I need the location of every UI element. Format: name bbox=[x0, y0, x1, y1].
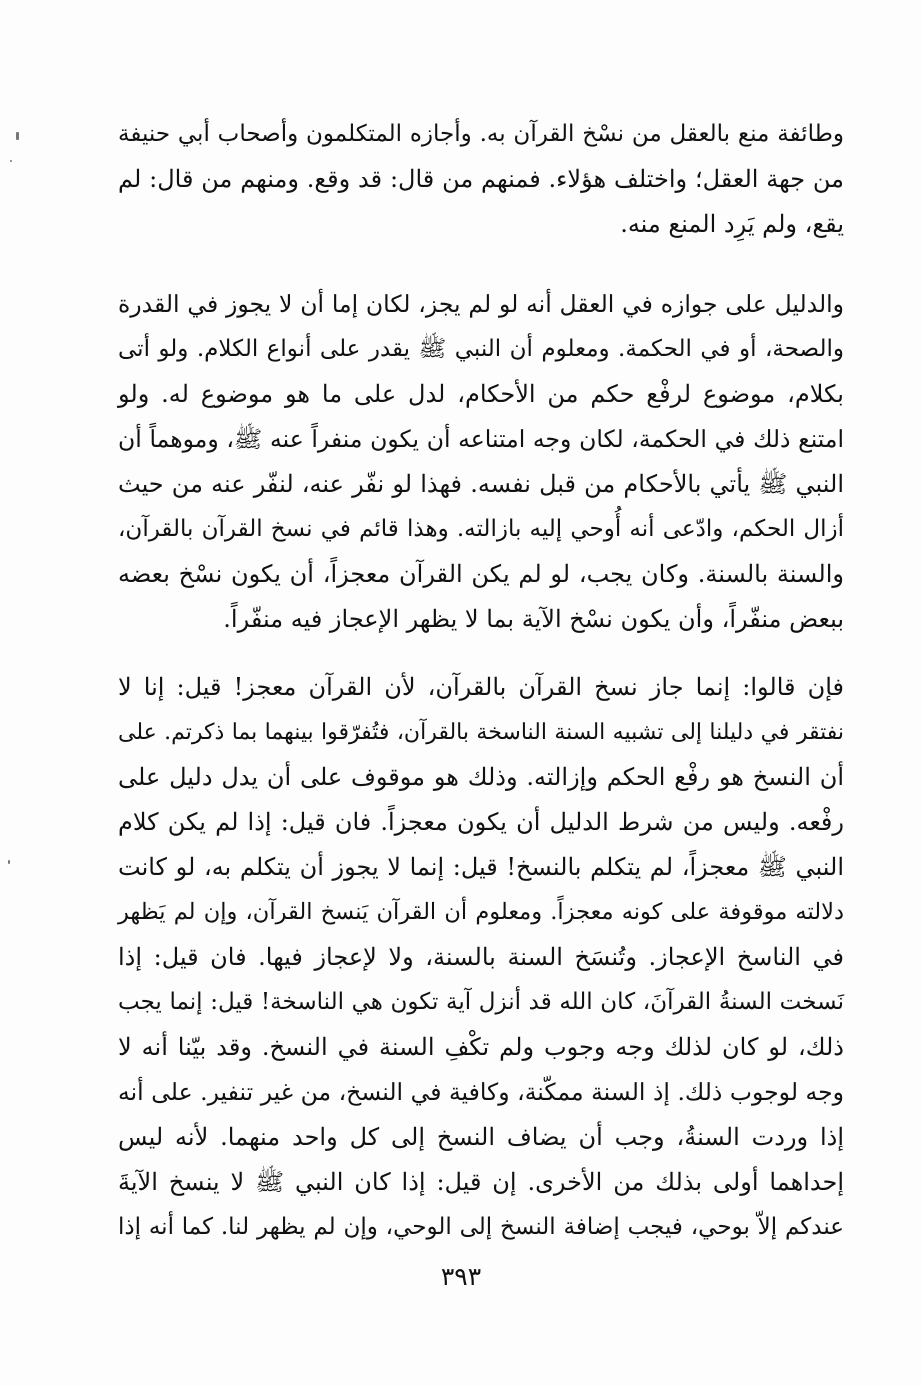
text-line: النبي ﷺ يأتي بالأحكام من قبل نفسه. فهذا لو نفّر عنه، لنفّر عنه من حيث bbox=[118, 470, 844, 498]
text-line: في الناسخ الإعجاز. وتُنسَخ السنة بالسنة، ولا لإعجاز فيها. فان قيل: إذا bbox=[118, 943, 844, 971]
text-line: ببعض منفّراً، وأن يكون نسْخ الآية بما لا يظهر الإعجاز فيه منفّراً. bbox=[223, 605, 844, 633]
text-line: إحداهما أولى بذلك من الأخرى. إن قيل: إذا كان النبي ﷺ لا ينسخ الآيةَ bbox=[118, 1168, 844, 1196]
text-line: فإن قالوا: إنما جاز نسخ القرآن بالقرآن، لأن القرآن معجز! قيل: إنا لا bbox=[118, 673, 844, 701]
text-line: ذلك، لو كان لذلك وجه وجوب ولم تكْفِ السنة في النسخ. وقد بيّنا أنه لا bbox=[118, 1033, 844, 1061]
text-line: وجه لوجوب ذلك. إذ السنة ممكّنة، وكافية في النسخ، من غير تنفير. على أنه bbox=[118, 1078, 844, 1106]
text-line: وطائفة منع بالعقل من نسْخ القرآن به. وأجازه المتكلمون وأصحاب أبي حنيفة bbox=[118, 121, 844, 147]
text-line: النبي ﷺ معجزاً، لم يتكلم بالنسخ! قيل: إنما لا يجوز أن يتكلم به، لو كانت bbox=[118, 853, 844, 881]
text-line: والسنة بالسنة. وكان يجب، لو لم يكن القرآن معجزاً، أن يكون نسْخ بعضه bbox=[118, 560, 844, 588]
text-line: عندكم إلاّ بوحي، فيجب إضافة النسخ إلى الوحي، وإن لم يظهر لنا. كما أنه إذا bbox=[118, 1214, 844, 1240]
text-line: نَسخت السنةُ القرآنَ، كان الله قد أنزل آية تكون هي الناسخة! قيل: إنما يجب bbox=[118, 989, 844, 1015]
text-line: دلالته موقوفة على كونه معجزاً. ومعلوم أن القرآن يَنسخ القرآن، وإن لم يَظهر bbox=[118, 899, 844, 925]
paragraph-3 bbox=[118, 665, 844, 1250]
paragraph-1 bbox=[118, 112, 844, 247]
text-line: والصحة، أو في الحكمة. ومعلوم أن النبي ﷺ يقدر على أنواع الكلام. ولو أتى bbox=[118, 336, 844, 362]
scan-speck bbox=[10, 160, 12, 162]
scan-speck bbox=[16, 132, 19, 140]
page-number: ٣٩٣ bbox=[440, 1262, 482, 1291]
text-line: أن النسخ هو رفْع الحكم وإزالته. وذلك هو موقوف على أن يدل دليل على bbox=[118, 763, 844, 791]
text-line: نفتقر في دليلنا إلى تشبيه السنة الناسخة بالقرآن، فتُفرّقوا بينهما بما ذكرتم. على bbox=[118, 720, 844, 745]
text-line: أزال الحكم، وادّعى أنه أُوحي إليه بازالته. وهذا قائم في نسخ القرآن بالقرآن، bbox=[118, 516, 844, 542]
text-line: إذا وردت السنةُ، وجب أن يضاف النسخ إلى كل واحد منهما. لأنه ليس bbox=[118, 1123, 844, 1151]
scan-speck bbox=[8, 860, 10, 864]
text-line: من جهة العقل؛ واختلف هؤلاء. فمنهم من قال: قد وقع. ومنهم من قال: لم bbox=[118, 165, 844, 193]
text-line: يقع، ولم يَرِد المنع منه. bbox=[620, 210, 844, 238]
text-line: والدليل على جوازه في العقل أنه لو لم يجز، لكان إما أن لا يجوز في القدرة bbox=[118, 290, 844, 318]
paragraph-2 bbox=[118, 282, 844, 642]
text-line: امتنع ذلك في الحكمة، لكان وجه امتناعه أن يكون منفراً عنه ﷺ، وموهماً أن bbox=[118, 425, 844, 453]
text-line: بكلام، موضوع لرفْع حكم من الأحكام، لدل على ما هو موضوع له. ولو bbox=[118, 380, 844, 408]
text-line: رفْعه. وليس من شرط الدليل أن يكون معجزاً. فان قيل: إذا لم يكن كلام bbox=[118, 808, 844, 836]
